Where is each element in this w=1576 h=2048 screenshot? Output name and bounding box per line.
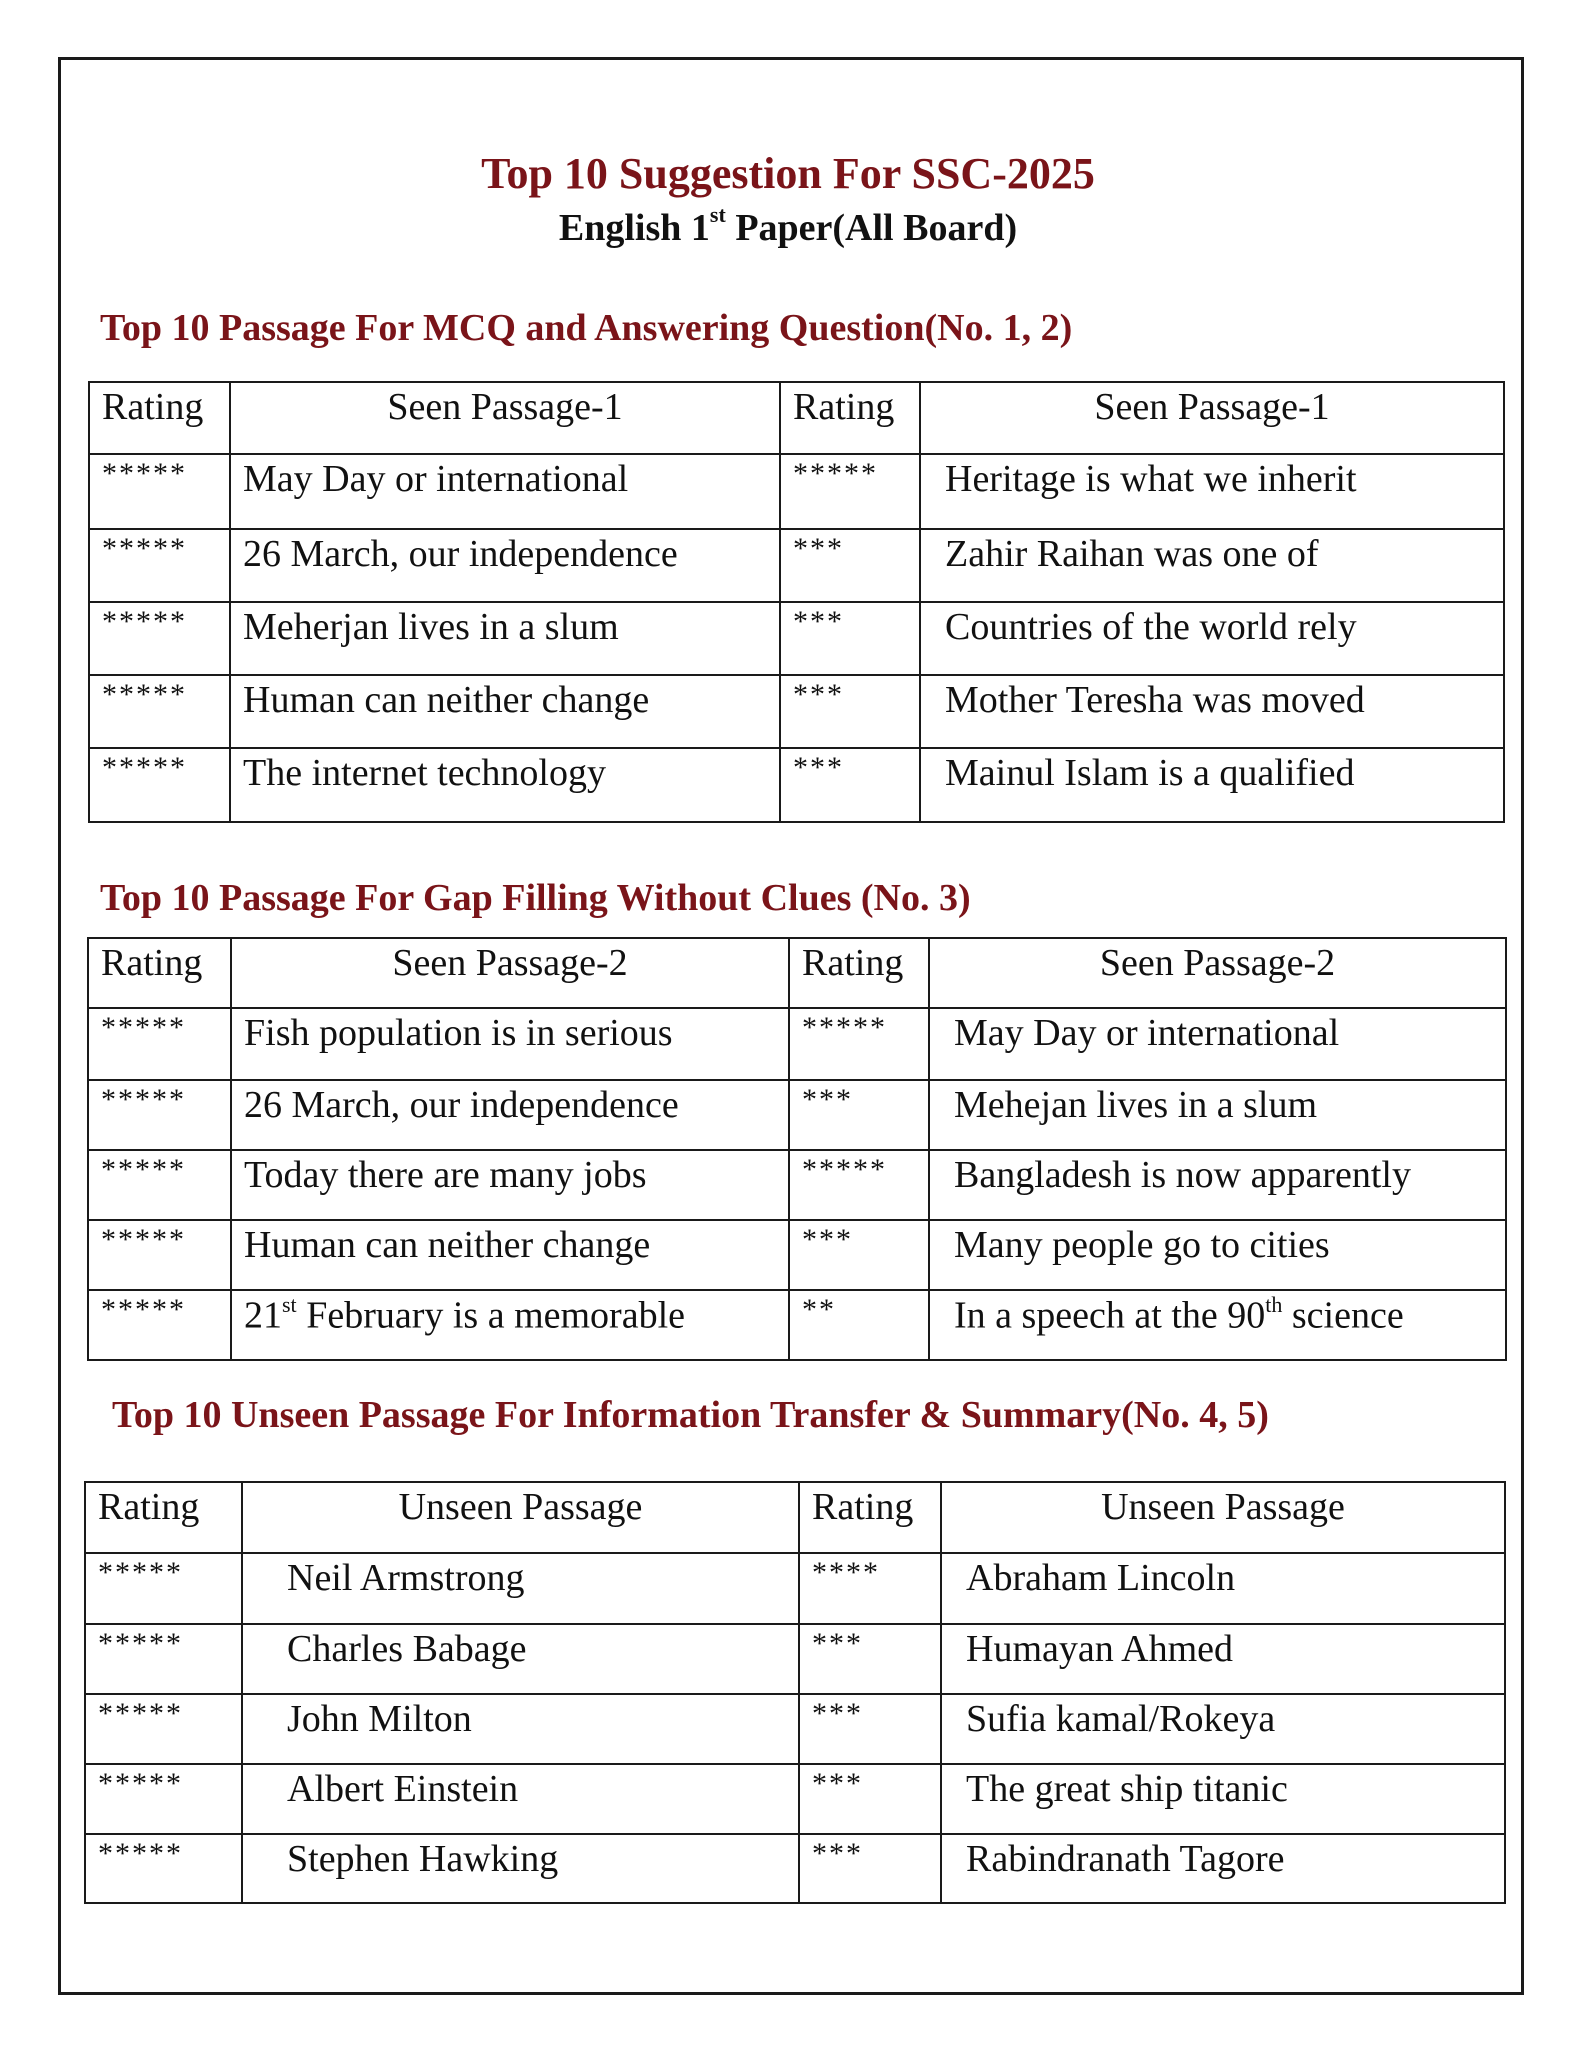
table-header-row bbox=[85, 1482, 1505, 1553]
rating-cell: ***** bbox=[88, 1150, 231, 1220]
table-row bbox=[88, 1290, 1506, 1360]
rating-cell: *** bbox=[799, 1834, 941, 1903]
table-gap-filling bbox=[87, 937, 1507, 1361]
rating-cell: ***** bbox=[789, 1008, 929, 1080]
subtitle-text-end: Paper(All Board) bbox=[725, 207, 1018, 249]
rating-cell: *** bbox=[789, 1220, 929, 1290]
rating-cell: **** bbox=[799, 1553, 941, 1624]
table-row bbox=[85, 1694, 1505, 1764]
passage-cell: Rabindranath Tagore bbox=[941, 1834, 1505, 1903]
ordinal-suffix: st bbox=[282, 1292, 297, 1317]
passage-cell: Many people go to cities bbox=[929, 1220, 1506, 1290]
column-header-passage: Unseen Passage bbox=[941, 1482, 1505, 1553]
table-row bbox=[89, 529, 1504, 602]
passage-cell: Human can neither change bbox=[230, 675, 780, 748]
rating-cell: ***** bbox=[89, 748, 230, 822]
rating-cell: ***** bbox=[89, 529, 230, 602]
rating-cell: *** bbox=[799, 1624, 941, 1694]
table-row bbox=[85, 1624, 1505, 1694]
rating-cell: ***** bbox=[88, 1080, 231, 1150]
table-row bbox=[89, 454, 1504, 529]
table-row bbox=[88, 1220, 1506, 1290]
passage-cell: Heritage is what we inherit bbox=[920, 454, 1504, 529]
rating-cell: *** bbox=[780, 748, 920, 822]
column-header-rating: Rating bbox=[88, 938, 231, 1008]
table-row bbox=[85, 1553, 1505, 1624]
column-header-rating: Rating bbox=[85, 1482, 242, 1553]
rating-cell: ***** bbox=[780, 454, 920, 529]
passage-cell: Humayan Ahmed bbox=[941, 1624, 1505, 1694]
column-header-passage: Seen Passage-1 bbox=[920, 382, 1504, 454]
passage-cell: Abraham Lincoln bbox=[941, 1553, 1505, 1624]
subtitle-ordinal: st bbox=[709, 202, 726, 228]
passage-cell: Neil Armstrong bbox=[242, 1553, 799, 1624]
rating-cell: ***** bbox=[85, 1553, 242, 1624]
passage-cell: Meherjan lives in a slum bbox=[230, 602, 780, 675]
passage-text: 21 bbox=[244, 1294, 282, 1337]
passage-cell bbox=[929, 1290, 1506, 1360]
rating-cell: ***** bbox=[88, 1220, 231, 1290]
passage-cell: Mehejan lives in a slum bbox=[929, 1080, 1506, 1150]
rating-cell: *** bbox=[799, 1694, 941, 1764]
column-header-passage: Unseen Passage bbox=[242, 1482, 799, 1553]
rating-cell: ***** bbox=[85, 1764, 242, 1834]
rating-cell: ***** bbox=[85, 1624, 242, 1694]
ordinal-suffix: th bbox=[1265, 1292, 1283, 1317]
rating-cell: *** bbox=[789, 1080, 929, 1150]
column-header-passage: Seen Passage-2 bbox=[231, 938, 789, 1008]
table-row bbox=[89, 602, 1504, 675]
table-row bbox=[88, 1008, 1506, 1080]
passage-cell: John Milton bbox=[242, 1694, 799, 1764]
passage-cell: Sufia kamal/Rokeya bbox=[941, 1694, 1505, 1764]
subtitle-text: English 1 bbox=[558, 207, 710, 249]
table-row bbox=[89, 748, 1504, 822]
rating-cell: ***** bbox=[88, 1290, 231, 1360]
rating-cell: ***** bbox=[89, 454, 230, 529]
passage-text: In a speech at the 90 bbox=[954, 1294, 1266, 1337]
rating-cell: ***** bbox=[89, 675, 230, 748]
table-row bbox=[85, 1834, 1505, 1903]
passage-cell: Charles Babage bbox=[242, 1624, 799, 1694]
rating-cell: ***** bbox=[85, 1694, 242, 1764]
rating-cell: ** bbox=[789, 1290, 929, 1360]
passage-cell: Zahir Raihan was one of bbox=[920, 529, 1504, 602]
table-row bbox=[89, 675, 1504, 748]
passage-text: February is a memorable bbox=[296, 1294, 685, 1337]
passage-cell: Countries of the world rely bbox=[920, 602, 1504, 675]
passage-cell: Stephen Hawking bbox=[242, 1834, 799, 1903]
passage-cell: 26 March, our independence bbox=[230, 529, 780, 602]
rating-cell: *** bbox=[780, 675, 920, 748]
table-header-row bbox=[89, 382, 1504, 454]
page-title: Top 10 Suggestion For SSC-2025 bbox=[481, 149, 1095, 198]
section-heading-gap-filling: Top 10 Passage For Gap Filling Without Clues (No. 3) bbox=[100, 877, 971, 919]
passage-cell: Bangladesh is now apparently bbox=[929, 1150, 1506, 1220]
passage-cell: Human can neither change bbox=[231, 1220, 789, 1290]
table-header-row bbox=[88, 938, 1506, 1008]
rating-cell: *** bbox=[780, 529, 920, 602]
passage-cell: May Day or international bbox=[230, 454, 780, 529]
page-subtitle bbox=[0, 202, 1576, 250]
rating-cell: ***** bbox=[85, 1834, 242, 1903]
passage-cell: Albert Einstein bbox=[242, 1764, 799, 1834]
column-header-rating: Rating bbox=[789, 938, 929, 1008]
table-row bbox=[88, 1080, 1506, 1150]
section-heading-mcq: Top 10 Passage For MCQ and Answering Question(No. 1, 2) bbox=[100, 307, 1073, 349]
rating-cell: ***** bbox=[789, 1150, 929, 1220]
rating-cell: ***** bbox=[88, 1008, 231, 1080]
passage-cell bbox=[231, 1290, 789, 1360]
rating-cell: ***** bbox=[89, 602, 230, 675]
passage-cell: 26 March, our independence bbox=[231, 1080, 789, 1150]
table-row bbox=[85, 1764, 1505, 1834]
passage-cell: The internet technology bbox=[230, 748, 780, 822]
rating-cell: *** bbox=[799, 1764, 941, 1834]
passage-text: science bbox=[1282, 1294, 1404, 1337]
passage-cell: Mother Teresha was moved bbox=[920, 675, 1504, 748]
table-mcq bbox=[88, 381, 1505, 823]
passage-cell: May Day or international bbox=[929, 1008, 1506, 1080]
passage-cell: Fish population is in serious bbox=[231, 1008, 789, 1080]
column-header-passage: Seen Passage-1 bbox=[230, 382, 780, 454]
column-header-rating: Rating bbox=[799, 1482, 941, 1553]
rating-cell: *** bbox=[780, 602, 920, 675]
column-header-passage: Seen Passage-2 bbox=[929, 938, 1506, 1008]
section-heading-unseen: Top 10 Unseen Passage For Information Transfer & Summary(No. 4, 5) bbox=[112, 1394, 1269, 1436]
passage-cell: Mainul Islam is a qualified bbox=[920, 748, 1504, 822]
column-header-rating: Rating bbox=[89, 382, 230, 454]
passage-cell: The great ship titanic bbox=[941, 1764, 1505, 1834]
passage-cell: Today there are many jobs bbox=[231, 1150, 789, 1220]
table-row bbox=[88, 1150, 1506, 1220]
column-header-rating: Rating bbox=[780, 382, 920, 454]
table-unseen bbox=[84, 1481, 1506, 1904]
